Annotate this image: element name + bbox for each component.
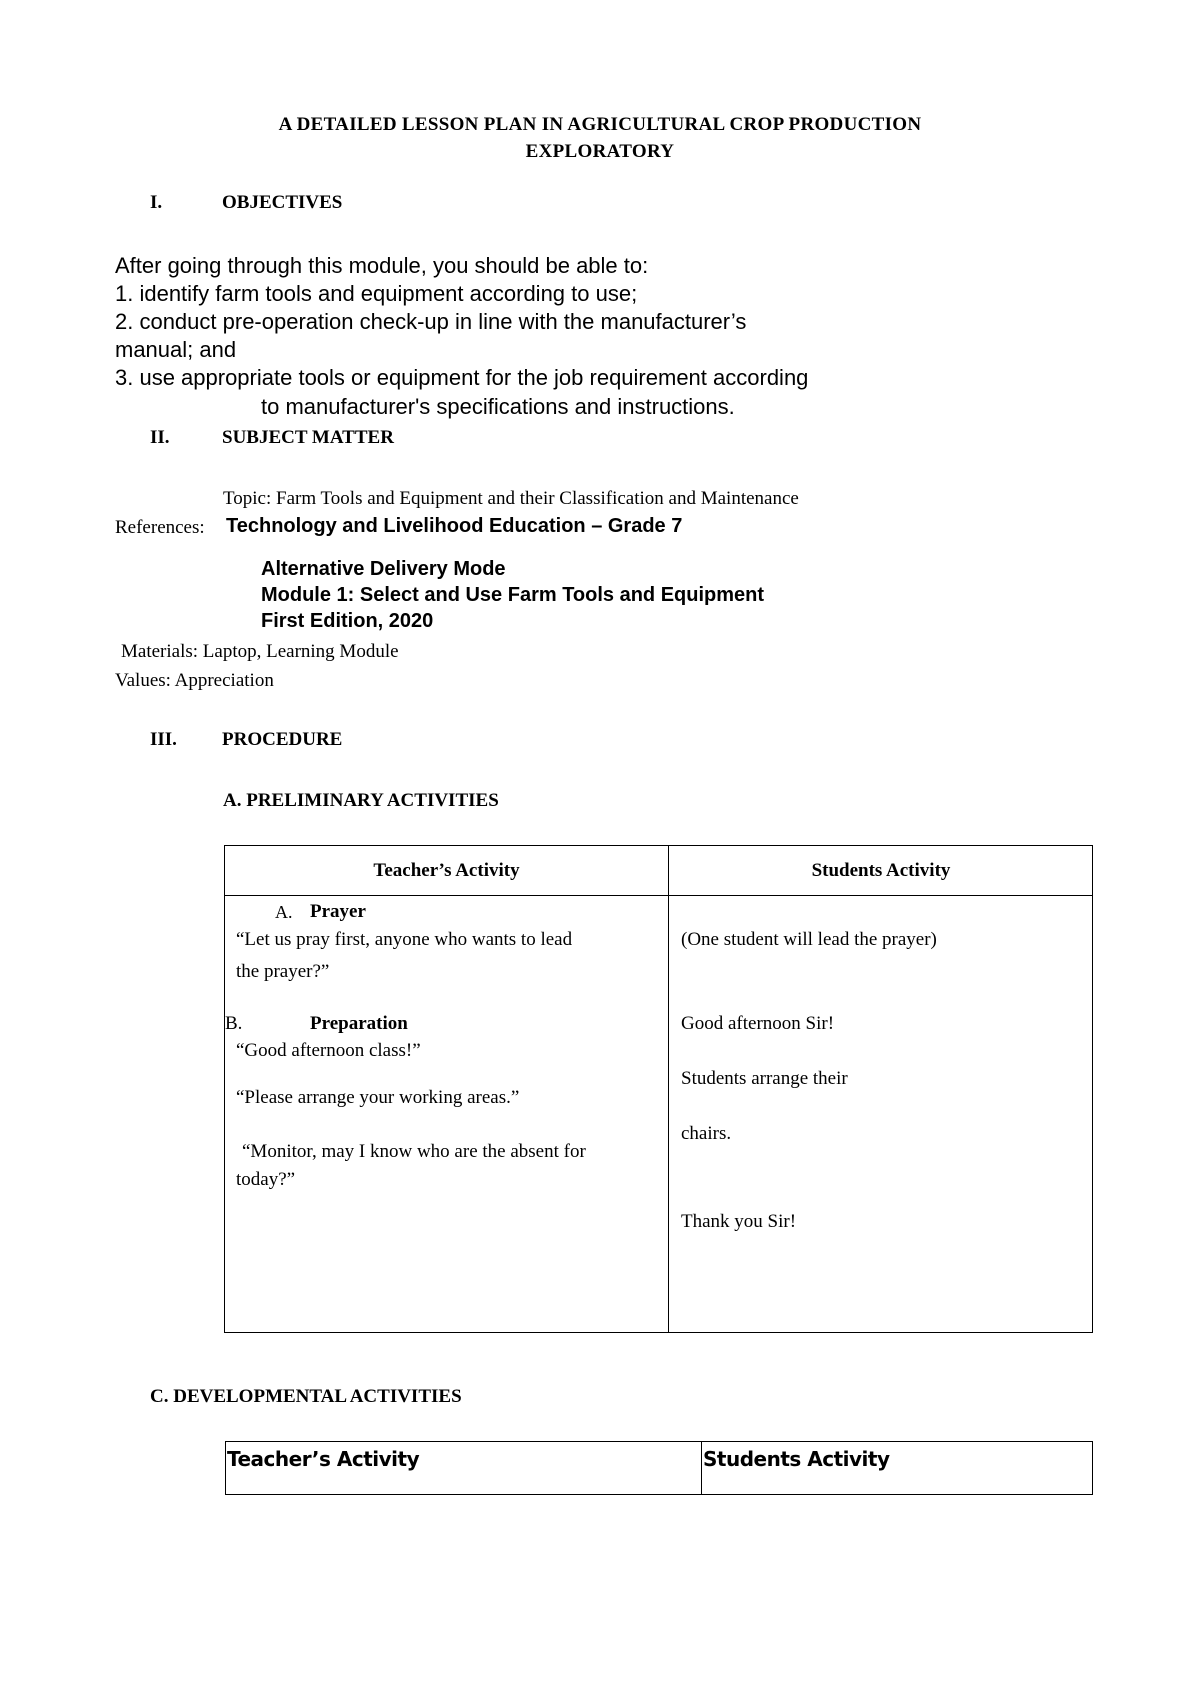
objectives-heading: OBJECTIVES <box>222 192 343 213</box>
preparation-marker: B. <box>225 1013 243 1034</box>
student-response-5: Thank you Sir! <box>681 1211 797 1232</box>
values-line: Values: Appreciation <box>115 670 274 691</box>
preparation-title: Preparation <box>310 1013 408 1034</box>
prayer-line-1: “Let us pray first, anyone who wants to lead <box>236 929 573 950</box>
subject-matter-numeral: II. <box>150 427 170 448</box>
student-response-2: Good afternoon Sir! <box>681 1013 835 1034</box>
objective-item-2-cont: manual; and <box>115 337 237 362</box>
reference-line-2: Module 1: Select and Use Farm Tools and Equipment <box>261 584 765 606</box>
table-column-divider <box>701 1442 702 1494</box>
prayer-title: Prayer <box>310 901 366 922</box>
preparation-line-3: “Monitor, may I know who are the absent for <box>242 1141 586 1162</box>
document-title-line1: A DETAILED LESSON PLAN IN AGRICULTURAL CROP PRODUCTION <box>278 114 922 135</box>
preparation-line-4: today?” <box>236 1169 296 1190</box>
subject-matter-heading: SUBJECT MATTER <box>222 427 394 448</box>
materials-line: Materials: Laptop, Learning Module <box>121 641 399 662</box>
table-header-divider <box>225 895 1092 896</box>
references-title: Technology and Livelihood Education – Grade 7 <box>226 515 683 537</box>
developmental-activities-heading: C. DEVELOPMENTAL ACTIVITIES <box>150 1386 462 1407</box>
reference-line-3: First Edition, 2020 <box>261 610 434 632</box>
references-label: References: <box>115 517 205 538</box>
reference-line-1: Alternative Delivery Mode <box>261 558 506 580</box>
preliminary-activities-heading: A. PRELIMINARY ACTIVITIES <box>223 790 499 811</box>
procedure-numeral: III. <box>150 729 177 750</box>
student-response-1: (One student will lead the prayer) <box>681 929 937 950</box>
prayer-marker: A. <box>275 902 293 922</box>
teacher-activity-header: Teacher’s Activity <box>373 860 520 881</box>
preliminary-activities-table <box>224 845 1093 1333</box>
dev-teacher-activity-header: Teacher’s Activity <box>227 1447 420 1471</box>
document-title-line2: EXPLORATORY <box>525 141 675 162</box>
student-response-3: Students arrange their <box>681 1068 848 1089</box>
procedure-heading: PROCEDURE <box>222 729 343 750</box>
prayer-line-2: the prayer?” <box>236 961 330 982</box>
objective-item-3-cont: to manufacturer's specifications and instructions. <box>261 394 735 419</box>
objectives-numeral: I. <box>150 192 163 213</box>
objectives-intro: After going through this module, you should be able to: <box>115 253 649 278</box>
objective-item-3: 3. use appropriate tools or equipment for the job requirement according <box>115 365 809 390</box>
developmental-activities-table <box>225 1441 1093 1495</box>
objective-item-2: 2. conduct pre-operation check-up in line with the manufacturer’s <box>115 309 747 334</box>
table-column-divider <box>668 846 669 1332</box>
preparation-line-1: “Good afternoon class!” <box>236 1040 421 1061</box>
objective-item-1: 1. identify farm tools and equipment according to use; <box>115 281 638 306</box>
student-response-4: chairs. <box>681 1123 732 1144</box>
students-activity-header: Students Activity <box>811 860 951 881</box>
preparation-line-2: “Please arrange your working areas.” <box>236 1087 520 1108</box>
dev-students-activity-header: Students Activity <box>703 1447 890 1471</box>
topic-line: Topic: Farm Tools and Equipment and their Classification and Maintenance <box>223 488 799 509</box>
